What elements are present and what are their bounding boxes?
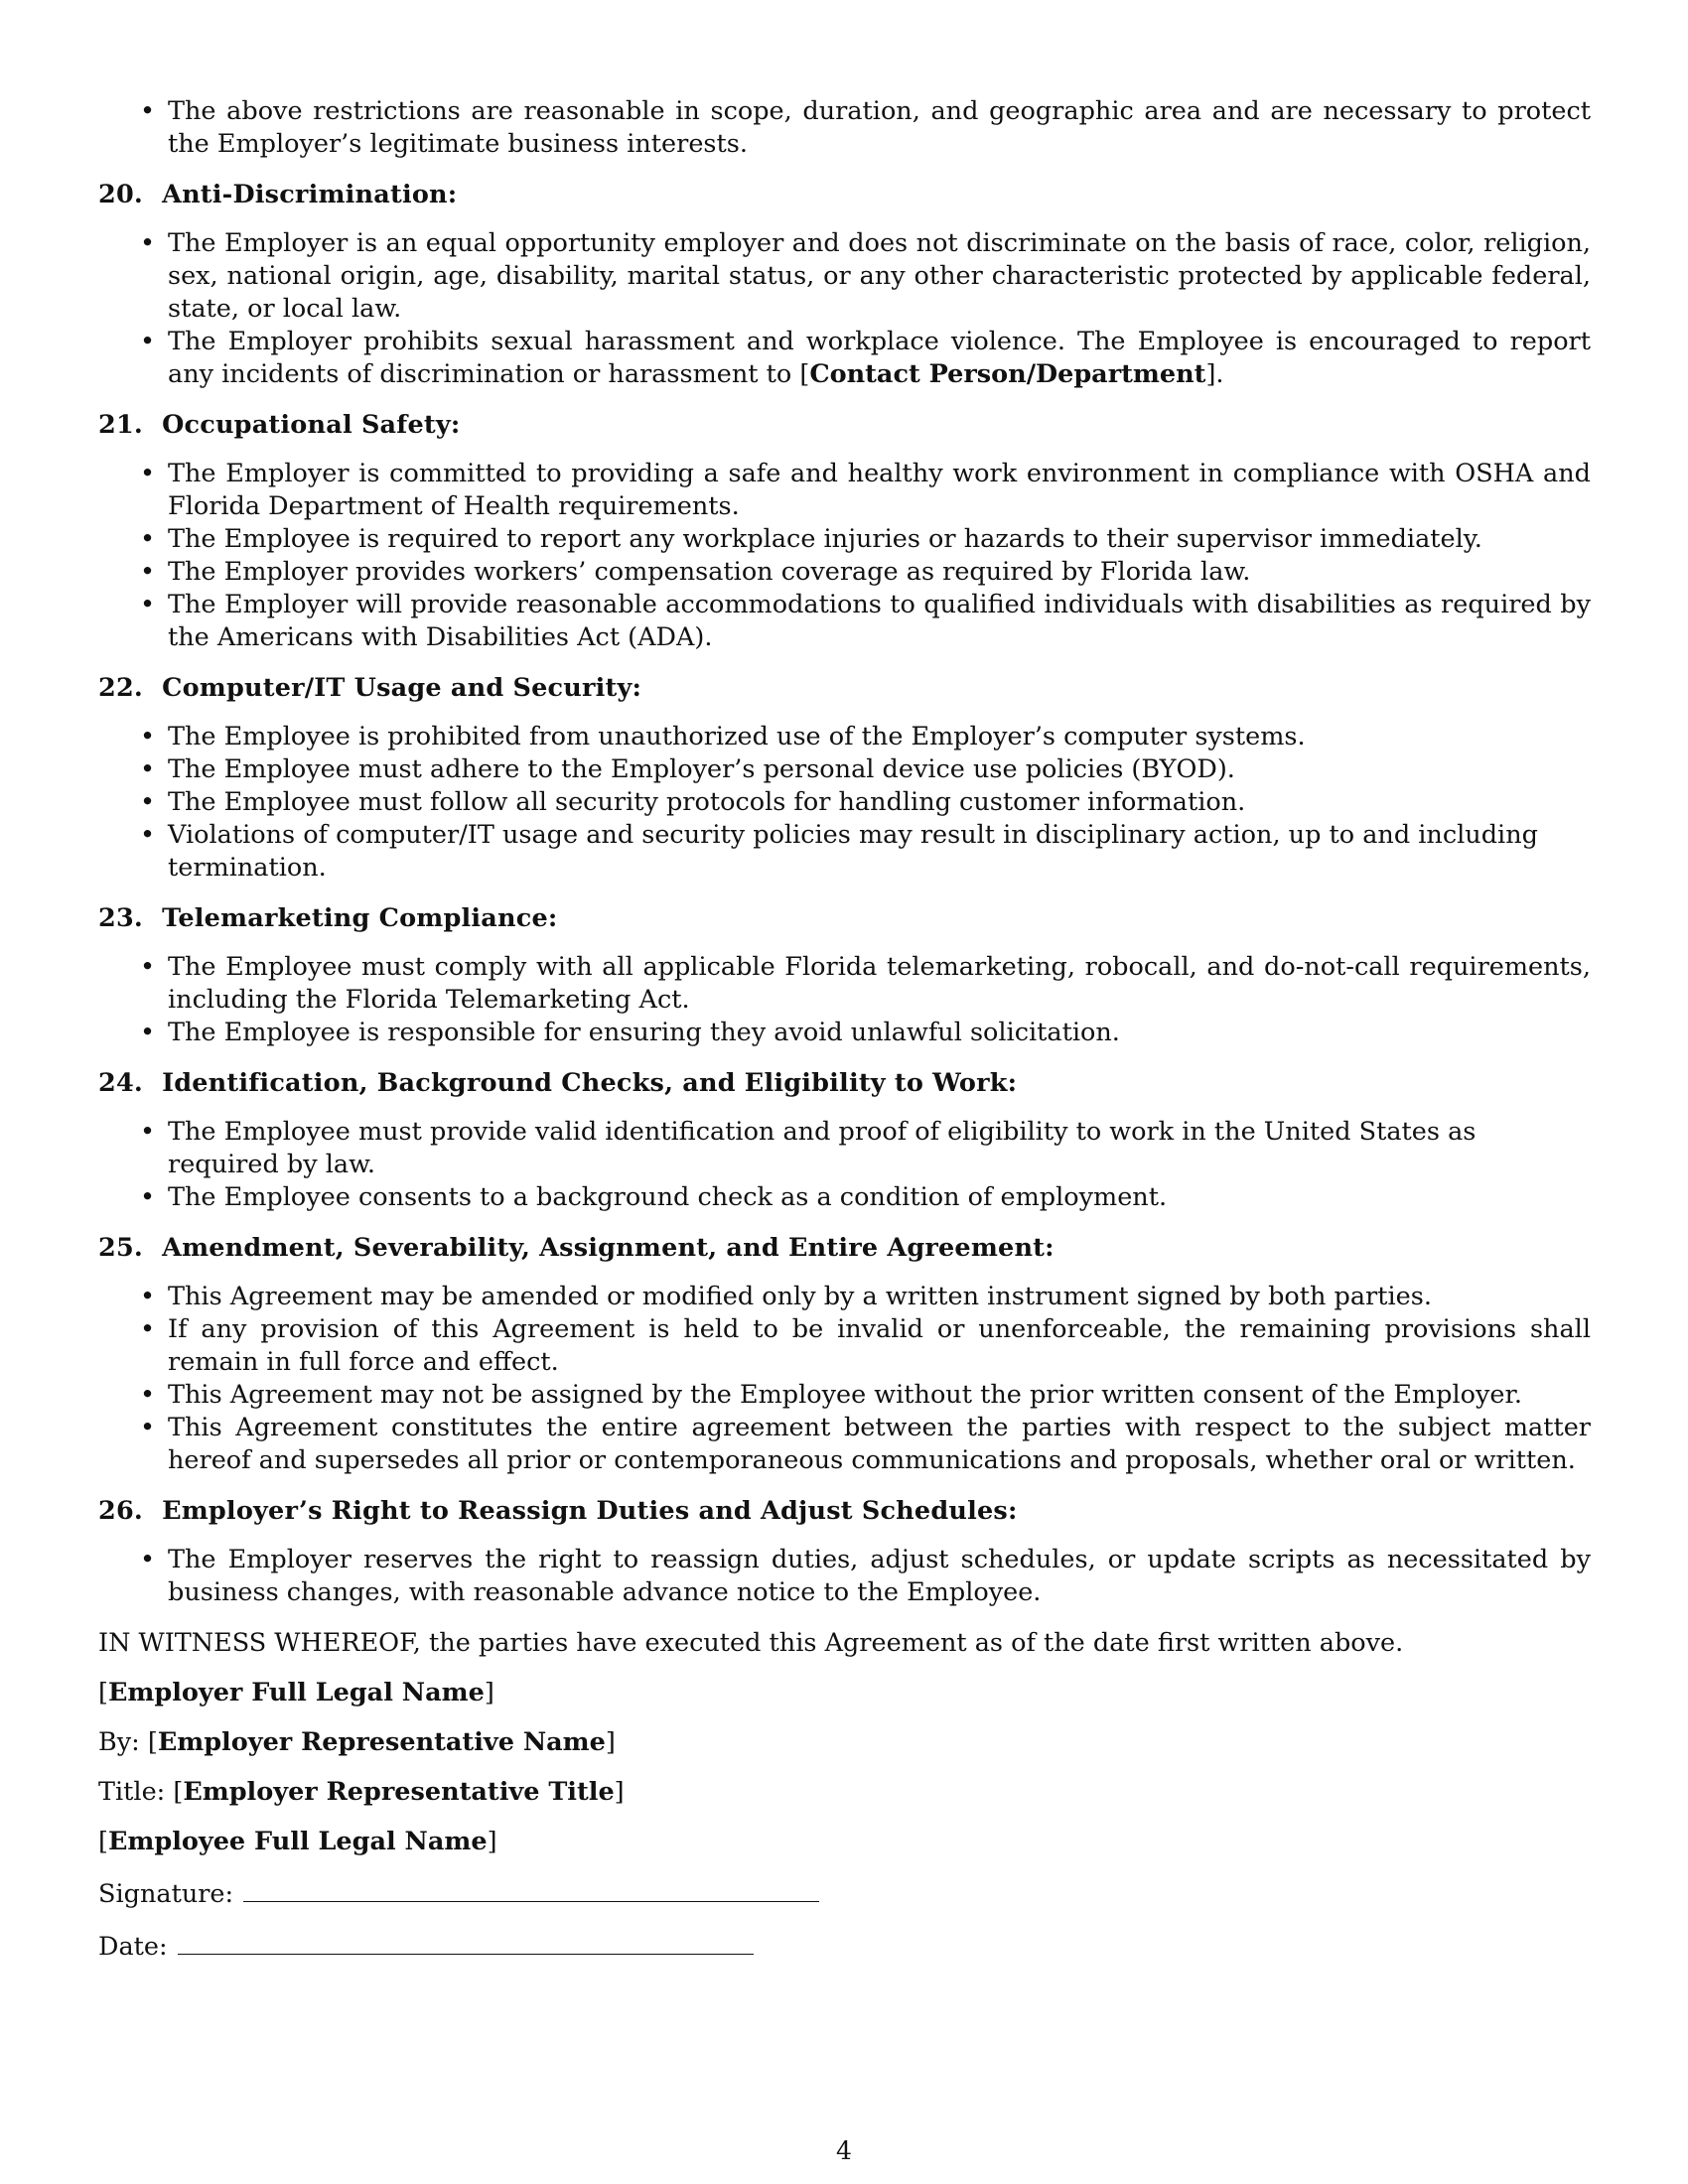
list-item: • The Employee is responsible for ensuring they avoid unlawful solicitation. [98,1017,1591,1049]
list-item: • The above restrictions are reasonable in scope, duration, and geographic area and are necessary to protect the Employer’s legitimate business interests. [98,95,1591,161]
list-item: • This Agreement may be amended or modified only by a written instrument signed by both parties. [98,1281,1591,1313]
section-heading-26 [98,1495,1591,1528]
list-item: • The Employee is prohibited from unauthorized use of the Employer’s computer systems. [98,721,1591,753]
by-label: By: [98,1727,140,1757]
section-heading-20 [98,179,1591,211]
section-number: 24. [98,1068,143,1098]
section-title: Telemarketing Compliance: [162,903,558,933]
date-line [98,1928,1591,1964]
signature-blank[interactable] [243,1875,819,1902]
section-heading-22 [98,672,1591,705]
section-number: 26. [98,1496,143,1526]
text-run: ]. [1205,359,1224,389]
list-item: • The Employer is an equal opportunity employer and does not discriminate on the basis of race, color, religion, sex, national origin, age, disability, marital status, or any other characteristic protected by applicable federal, state, or local law. [98,227,1591,326]
section-number: 20. [98,180,143,209]
list-item: • The Employee must follow all security protocols for handling customer information. [98,786,1591,819]
text-run: The Employer prohibits sexual harassment and workplace violence. The Employee is encouraged to report any incidents of discrimination or harassment to [ [168,327,1591,389]
section-heading-25 [98,1232,1591,1265]
document-page [98,95,1591,1980]
employer-title-line: Title: [Employer Representative Title] [98,1777,625,1807]
signature-line [98,1875,1591,1911]
section-title: Anti-Discrimination: [162,180,458,209]
section-20-list [98,227,1591,391]
rep-name-placeholder: Employer Representative Name [157,1727,606,1757]
employee-name-placeholder: Employee Full Legal Name [107,1827,488,1856]
page-number: 4 [836,2136,852,2165]
title-label: Title: [98,1777,166,1807]
list-item: • The Employee must adhere to the Employer’s personal device use policies (BYOD). [98,753,1591,786]
section-number: 25. [98,1233,143,1263]
section-22-list [98,721,1591,885]
list-item: • The Employee consents to a background check as a condition of employment. [98,1181,1591,1214]
section-21-list [98,458,1591,654]
section-heading-21 [98,409,1591,442]
signature-label: Signature: [98,1879,234,1909]
list-item: • This Agreement constitutes the entire agreement between the parties with respect to the subject matter hereof and supersedes all prior or contemporaneous communications and proposals, whether oral or written. [98,1412,1591,1477]
employer-name-placeholder: Employer Full Legal Name [107,1678,485,1707]
witness-clause: IN WITNESS WHEREOF, the parties have executed this Agreement as of the date first written above. [98,1628,1404,1658]
list-item: • The Employer reserves the right to reassign duties, adjust schedules, or update scripts as necessitated by business changes, with reasonable advance notice to the Employee. [98,1544,1591,1609]
section-number: 21. [98,410,143,440]
list-item: • The Employer is committed to providing a safe and healthy work environment in compliance with OSHA and Florida Department of Health requirements. [98,458,1591,523]
list-item: • This Agreement may not be assigned by the Employee without the prior written consent of the Employer. [98,1379,1591,1412]
section-number: 22. [98,673,143,703]
section-heading-23 [98,902,1591,935]
section-title: Amendment, Severability, Assignment, and Entire Agreement: [162,1233,1055,1263]
intro-list [98,95,1591,161]
list-item: • The Employee must provide valid identification and proof of eligibility to work in the United States as required by law. [98,1116,1591,1181]
section-25-list [98,1281,1591,1477]
list-item: • Violations of computer/IT usage and security policies may result in disciplinary action, up to and including termination. [98,819,1591,885]
rep-title-placeholder: Employer Representative Title [183,1777,615,1807]
list-item: • The Employee is required to report any workplace injuries or hazards to their supervisor immediately. [98,523,1591,556]
section-number: 23. [98,903,143,933]
section-23-list [98,951,1591,1049]
date-label: Date: [98,1932,168,1962]
employer-by-line: By: [Employer Representative Name] [98,1727,616,1757]
list-item [98,326,1591,391]
list-item: • The Employer provides workers’ compensation coverage as required by Florida law. [98,556,1591,589]
section-24-list [98,1116,1591,1214]
section-heading-24 [98,1067,1591,1100]
section-title: Identification, Background Checks, and Eligibility to Work: [162,1068,1018,1098]
section-26-list [98,1544,1591,1609]
section-title: Occupational Safety: [162,410,461,440]
contact-placeholder: Contact Person/Department [809,359,1206,389]
section-title: Employer’s Right to Reassign Duties and Adjust Schedules: [162,1496,1018,1526]
list-item: • The Employee must comply with all applicable Florida telemarketing, robocall, and do-not-call requirements, including the Florida Telemarketing Act. [98,951,1591,1017]
employee-name-line: [Employee Full Legal Name] [98,1827,497,1856]
list-item: • The Employer will provide reasonable accommodations to qualified individuals with disabilities as required by the Americans with Disabilities Act (ADA). [98,589,1591,654]
date-blank[interactable] [178,1928,754,1955]
section-title: Computer/IT Usage and Security: [162,673,642,703]
list-item: • If any provision of this Agreement is held to be invalid or unenforceable, the remaining provisions shall remain in full force and effect. [98,1313,1591,1379]
employer-name-line: [Employer Full Legal Name] [98,1678,494,1707]
